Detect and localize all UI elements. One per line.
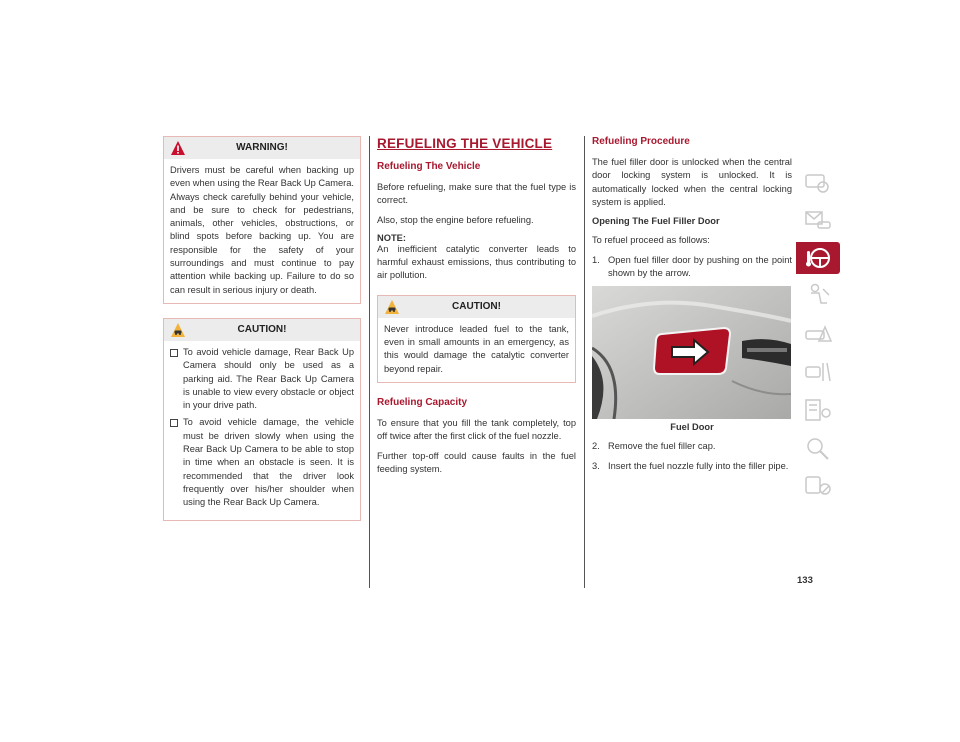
car-caution-icon bbox=[170, 322, 186, 338]
tab-index[interactable] bbox=[796, 432, 840, 464]
chapter-tab-bar bbox=[796, 166, 842, 508]
figure-caption: Fuel Door bbox=[670, 422, 714, 433]
seated-passenger-icon bbox=[803, 283, 833, 309]
subheading-refueling: Refueling The Vehicle bbox=[377, 161, 481, 172]
steering-wheel-temperature-icon bbox=[803, 245, 833, 271]
column-divider bbox=[584, 136, 585, 588]
opening-fuel-door-heading: Opening The Fuel Filler Door bbox=[592, 216, 720, 227]
step-item: 1. Open fuel filler door by pushing on the point shown by the arrow. bbox=[592, 254, 792, 279]
list-item: To avoid vehicle damage, Rear Back Up Camera should only be used as a parking aid. The Rear Back Up Camera is unable to view every obstacle or object in your drive path. bbox=[170, 346, 354, 412]
tab-servicing-and-maintenance[interactable] bbox=[796, 356, 840, 388]
caution-text: Never introduce leaded fuel to the tank, even in small amounts in an emergency, as this would damage the catalytic converter beyond repair. bbox=[384, 323, 569, 374]
column-divider bbox=[369, 136, 370, 588]
caution-title: CAUTION! bbox=[452, 300, 501, 312]
multimedia-icon bbox=[803, 473, 833, 499]
car-tools-icon bbox=[803, 359, 833, 385]
paragraph: Further top-off could cause faults in the fuel feeding system. bbox=[377, 450, 576, 474]
paragraph: Also, stop the engine before refueling. bbox=[377, 214, 534, 225]
paragraph: To ensure that you fill the tank completely, top off twice after the first click of the fuel nozzle. bbox=[377, 417, 576, 442]
checkbox-bullet-icon bbox=[170, 419, 178, 427]
magnifier-icon bbox=[803, 435, 833, 461]
car-caution-icon bbox=[384, 299, 400, 315]
specifications-list-icon bbox=[803, 397, 833, 423]
car-warning-icon bbox=[803, 321, 833, 347]
warning-text: Drivers must be careful when backing up even when using the Rear Back Up Camera. Always check carefully behind your vehicle, and be sure to check for pedestrians, animals, other vehicles, obstructions, or blind spots before backing up. You are responsible for the safety of your surroundings and must continue to pay attention while backing up. Failure to do so can result in serious injury or death. bbox=[170, 165, 354, 295]
fuel-door-image bbox=[592, 286, 791, 419]
tab-starting-and-operating[interactable] bbox=[796, 242, 840, 274]
step-item: 3. Insert the fuel nozzle fully into the filler pipe. bbox=[592, 460, 789, 471]
page-number: 133 bbox=[797, 575, 813, 586]
caution-header bbox=[378, 296, 575, 318]
left-column bbox=[163, 136, 361, 535]
section-title: REFUELING THE VEHICLE bbox=[377, 136, 553, 151]
fuel-door-illustration bbox=[592, 286, 791, 419]
tab-getting-to-know[interactable] bbox=[796, 166, 840, 198]
warning-title: WARNING! bbox=[236, 142, 288, 153]
caution-header bbox=[164, 319, 360, 341]
caution-box-camera bbox=[163, 318, 361, 521]
tab-in-case-of-emergency[interactable] bbox=[796, 318, 840, 350]
car-dashboard-icon bbox=[803, 169, 833, 195]
paragraph: To refuel proceed as follows: bbox=[592, 235, 710, 246]
warning-box bbox=[163, 136, 361, 304]
tab-safety[interactable] bbox=[796, 280, 840, 312]
warning-triangle-icon bbox=[170, 140, 186, 156]
note-label: NOTE: bbox=[377, 232, 406, 243]
paragraph: Before refueling, make sure that the fuel type is correct. bbox=[377, 182, 576, 206]
caution-title: CAUTION! bbox=[237, 323, 287, 335]
subheading-procedure: Refueling Procedure bbox=[592, 136, 690, 147]
list-item: To avoid vehicle damage, the vehicle must be driven slowly when using the Rear Back Up Camera to be able to stop in time when an obstacle is seen. It is recommended that the driver look frequently over his/her shoulder when using the Rear Back Up Camera. bbox=[170, 416, 354, 509]
checkbox-bullet-icon bbox=[170, 349, 178, 357]
envelope-car-icon bbox=[803, 207, 833, 233]
tab-multimedia[interactable] bbox=[796, 470, 840, 502]
warning-header bbox=[164, 137, 360, 159]
caution-box-fuel bbox=[377, 295, 576, 383]
paragraph: The fuel filler door is unlocked when the central door locking system is unlocked. It is automatically locked when the central locking system is applied. bbox=[592, 157, 792, 207]
tab-instrument-panel[interactable] bbox=[796, 204, 840, 236]
step-item: 2. Remove the fuel filler cap. bbox=[592, 441, 716, 452]
tab-technical-specifications[interactable] bbox=[796, 394, 840, 426]
note-text: An inefficient catalytic converter leads to harmful exhaust emissions, thus contributing to air pollution. bbox=[377, 243, 576, 281]
subheading-capacity: Refueling Capacity bbox=[377, 396, 468, 408]
right-column bbox=[592, 136, 792, 479]
middle-column bbox=[377, 136, 576, 482]
